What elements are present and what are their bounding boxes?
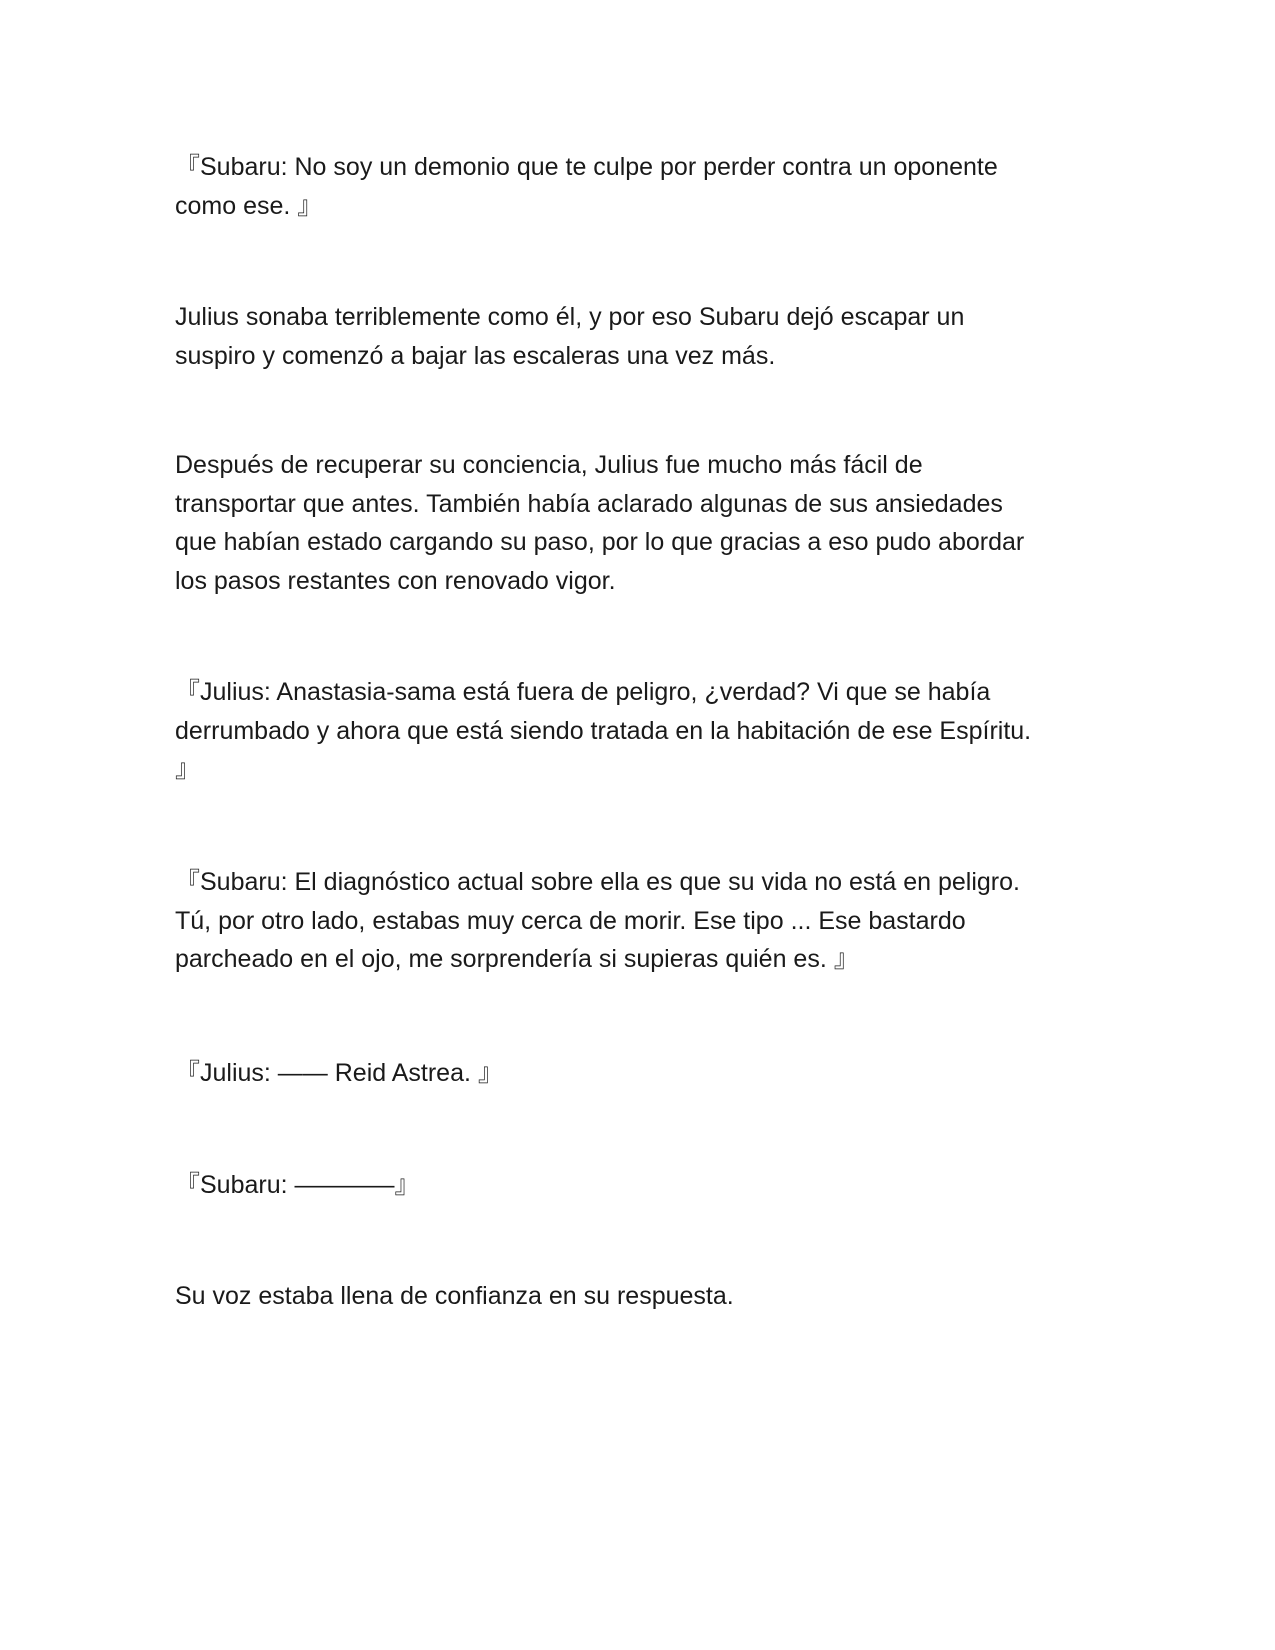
text-line: Tú, por otro lado, estabas muy cerca de morir. Ese tipo ... Ese bastardo xyxy=(175,906,966,935)
text-line: derrumbado y ahora que está siendo tratada en la habitación de ese Espíritu. xyxy=(175,716,1032,745)
text-line: Después de recuperar su conciencia, Julius fue mucho más fácil de xyxy=(175,451,923,479)
text-line: parcheado en el ojo, me sorprendería si supieras quién es. 』 xyxy=(175,945,859,973)
text-line: 『Subaru: No soy un demonio que te culpe por perder contra un oponente xyxy=(175,153,998,181)
text-line: transportar que antes. También había aclarado algunas de sus ansiedades xyxy=(175,489,1003,518)
paragraph-subaru-dialogue-2 xyxy=(175,863,1095,979)
text-line: 『Julius: —— Reid Astrea. 』 xyxy=(175,1059,503,1087)
text-line: Su voz estaba llena de confianza en su respuesta. xyxy=(175,1282,734,1310)
paragraph-narration-2 xyxy=(175,446,1095,600)
paragraph-julius-dialogue-2 xyxy=(175,1054,1095,1093)
text-line: 『Julius: Anastasia-sama está fuera de peligro, ¿verdad? Vi que se había xyxy=(175,678,991,706)
text-line: 『Subaru: El diagnóstico actual sobre ella es que su vida no está en peligro. xyxy=(175,868,1020,896)
text-line: como ese. 』 xyxy=(175,191,323,220)
text-line: 』 xyxy=(175,755,201,783)
paragraph-narration-3 xyxy=(175,1277,1095,1316)
paragraph-subaru-dialogue-1 xyxy=(175,148,1095,225)
text-line: 『Subaru: ————』 xyxy=(175,1171,420,1199)
paragraph-subaru-dialogue-3 xyxy=(175,1166,1095,1205)
paragraph-narration-1 xyxy=(175,298,1095,375)
text-line: Julius sonaba terriblemente como él, y por eso Subaru dejó escapar un xyxy=(175,303,965,331)
paragraph-julius-dialogue-1 xyxy=(175,673,1095,789)
text-line: suspiro y comenzó a bajar las escaleras una vez más. xyxy=(175,341,776,370)
text-line: que habían estado cargando su paso, por lo que gracias a eso pudo abordar xyxy=(175,528,1025,556)
text-line: los pasos restantes con renovado vigor. xyxy=(175,566,616,595)
